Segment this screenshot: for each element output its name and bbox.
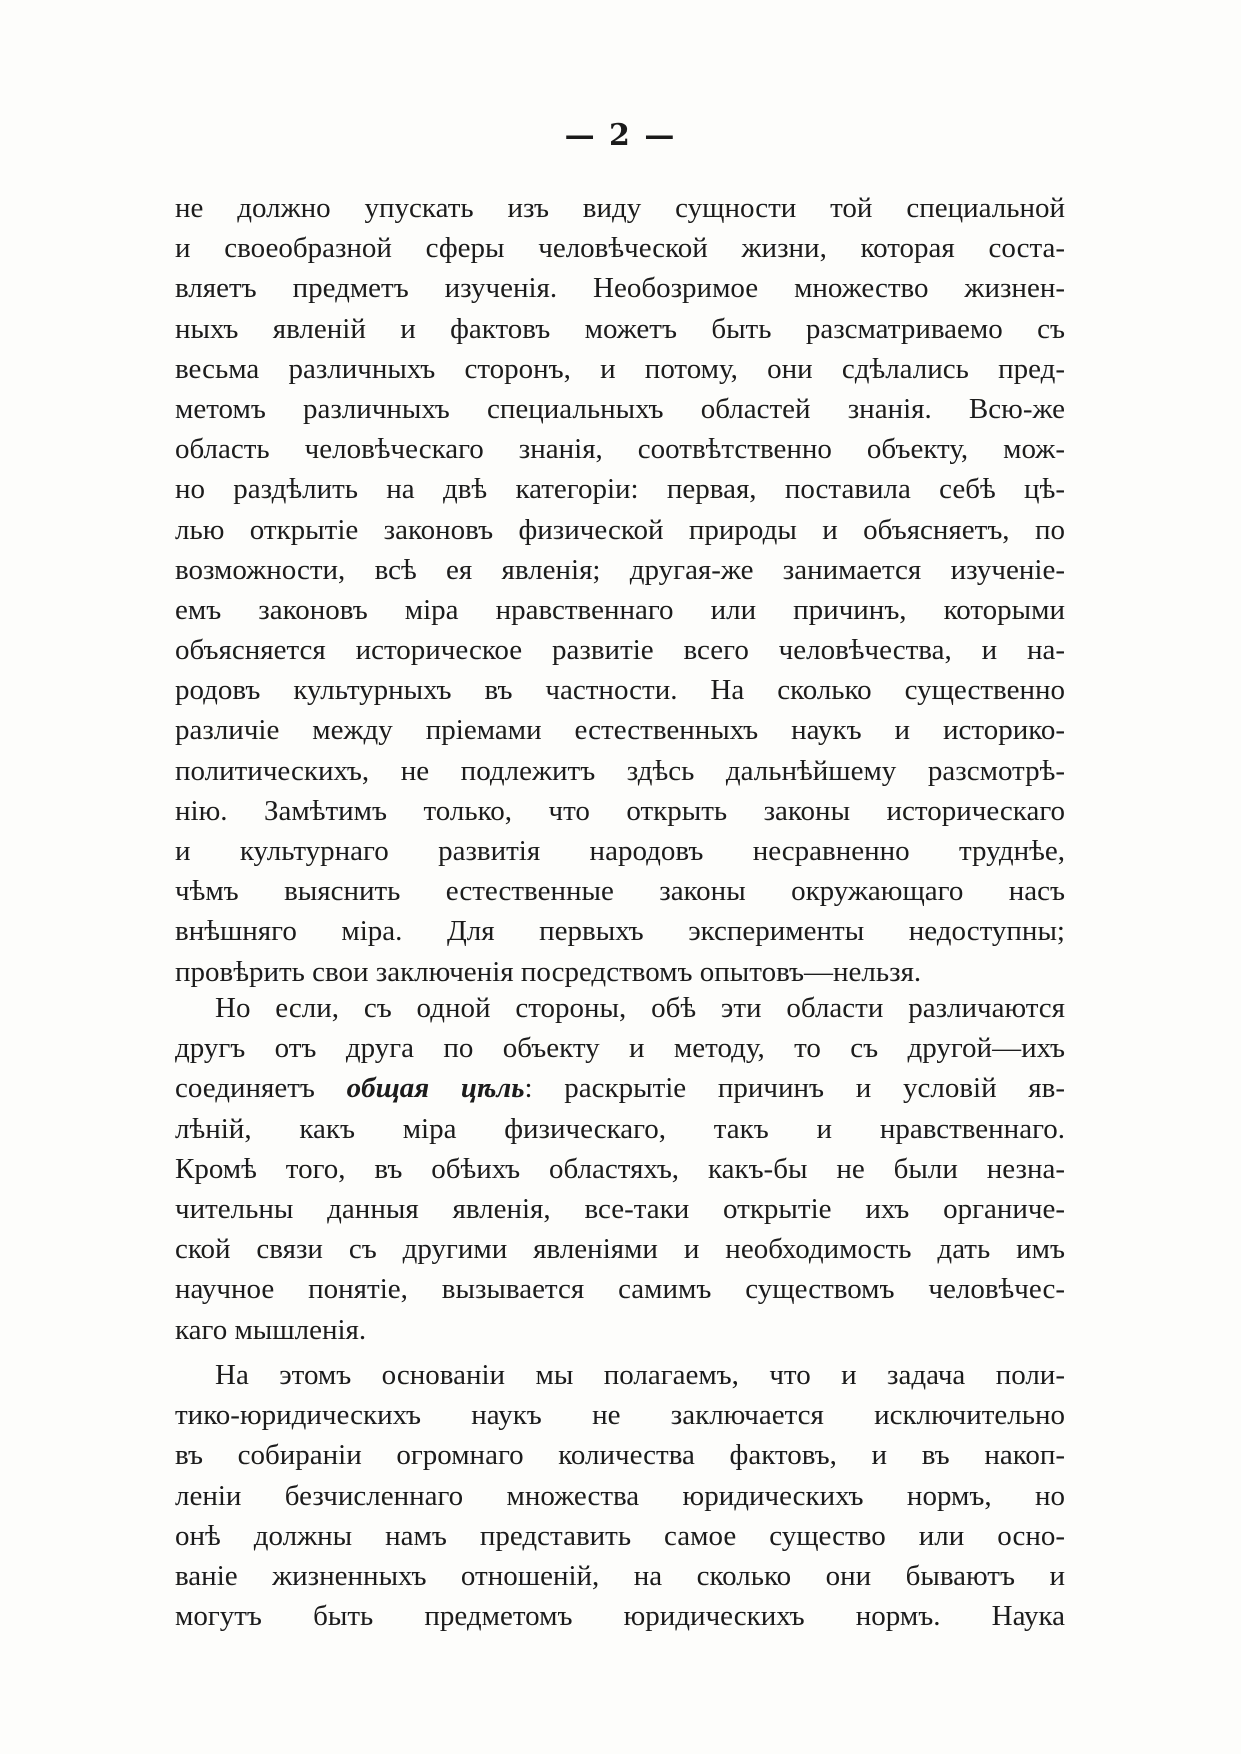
text-line: объясняется историческое развитіе всего человѣчества, и на- (175, 634, 1065, 667)
text-segment: : раскрытіе причинъ и условій яв- (524, 1072, 1065, 1105)
text-line: другъ отъ друга по объекту и методу, то съ другой—ихъ (175, 1032, 1065, 1065)
text-line: научное понятіе, вызывается самимъ существомъ человѣчес- (175, 1273, 1065, 1306)
text-line: лѣній, какъ міра физическаго, такъ и нравственнаго. (175, 1112, 1065, 1145)
text-line: емъ законовъ міра нравственнаго или причинъ, которыми (175, 593, 1065, 626)
text-line: чительны данныя явленія, все-таки открытіе ихъ органиче- (175, 1192, 1065, 1225)
text-line: область человѣческаго знанія, соотвѣтственно объекту, мож- (175, 433, 1065, 466)
emphasis-text: общая цѣль (346, 1072, 525, 1105)
text-line: не должно упускать изъ виду сущности той специальной (175, 192, 1065, 224)
text-line: и культурнаго развитія народовъ несравненно труднѣе, (175, 835, 1065, 867)
text-line: но раздѣлить на двѣ категоріи: первая, поставила себѣ цѣ- (175, 473, 1065, 506)
text-line: Но если, съ одной стороны, обѣ эти области различаются (215, 992, 1065, 1024)
text-line: чѣмъ выяснить естественные законы окружающаго насъ (175, 875, 1065, 908)
text-line: различіе между пріемами естественныхъ наукъ и историко- (175, 714, 1065, 747)
text-line: нію. Замѣтимъ только, что открыть законы историческаго (175, 794, 1065, 827)
text-line: возможности, всѣ ея явленія; другая-же занимается изученіе- (175, 553, 1065, 586)
paragraph-1 (175, 188, 1065, 992)
text-line: политическихъ, не подлежитъ здѣсь дальнѣйшему разсмотрѣ- (175, 754, 1065, 787)
paragraph-2 (175, 988, 1065, 1350)
text-line: родовъ культурныхъ въ частности. На сколько существенно (175, 674, 1065, 707)
text-line: лью открытіе законовъ физической природы и объясняетъ, по (175, 513, 1065, 546)
text-line: Кромѣ того, въ обѣихъ областяхъ, какъ-бы не были незна- (175, 1152, 1065, 1185)
paragraph-3 (175, 1355, 1065, 1636)
text-segment: соединяетъ (175, 1072, 347, 1105)
text-line (175, 1068, 1065, 1108)
text-line: каго мышленія. (175, 1313, 367, 1346)
text-line: ваніе жизненныхъ отношеній, на сколько они бываютъ и (175, 1559, 1065, 1592)
text-line: метомъ различныхъ специальныхъ областей знанія. Всю-же (175, 392, 1065, 425)
text-line: тико-юридическихъ наукъ не заключается исключительно (175, 1399, 1065, 1432)
text-line: провѣрить свои заключенія посредствомъ опытовъ—нельзя. (175, 955, 922, 988)
text-line: На этомъ основаніи мы полагаемъ, что и задача поли- (215, 1359, 1065, 1391)
text-line: могутъ быть предметомъ юридическихъ нормъ. Наука (175, 1600, 1065, 1633)
text-line: леніи безчисленнаго множества юридическихъ нормъ, но (175, 1479, 1065, 1512)
text-line: и своеобразной сферы человѣческой жизни, которая соста- (175, 232, 1065, 265)
text-line: въ собираніи огромнаго количества фактовъ, и въ накоп- (175, 1439, 1065, 1472)
text-line: онѣ должны намъ представить самое существо или осно- (175, 1519, 1065, 1552)
text-line: ской связи съ другими явленіями и необходимость дать имъ (175, 1233, 1065, 1266)
page-number: — 2 — (564, 118, 677, 153)
text-line: весьма различныхъ сторонъ, и потому, они сдѣлались пред- (175, 352, 1065, 385)
text-line: внѣшняго міра. Для первыхъ эксперименты недоступны; (175, 915, 1065, 948)
text-line: вляетъ предметъ изученія. Необозримое множество жизнен- (175, 272, 1065, 305)
text-line: ныхъ явленій и фактовъ можетъ быть разсматриваемо съ (175, 312, 1065, 345)
